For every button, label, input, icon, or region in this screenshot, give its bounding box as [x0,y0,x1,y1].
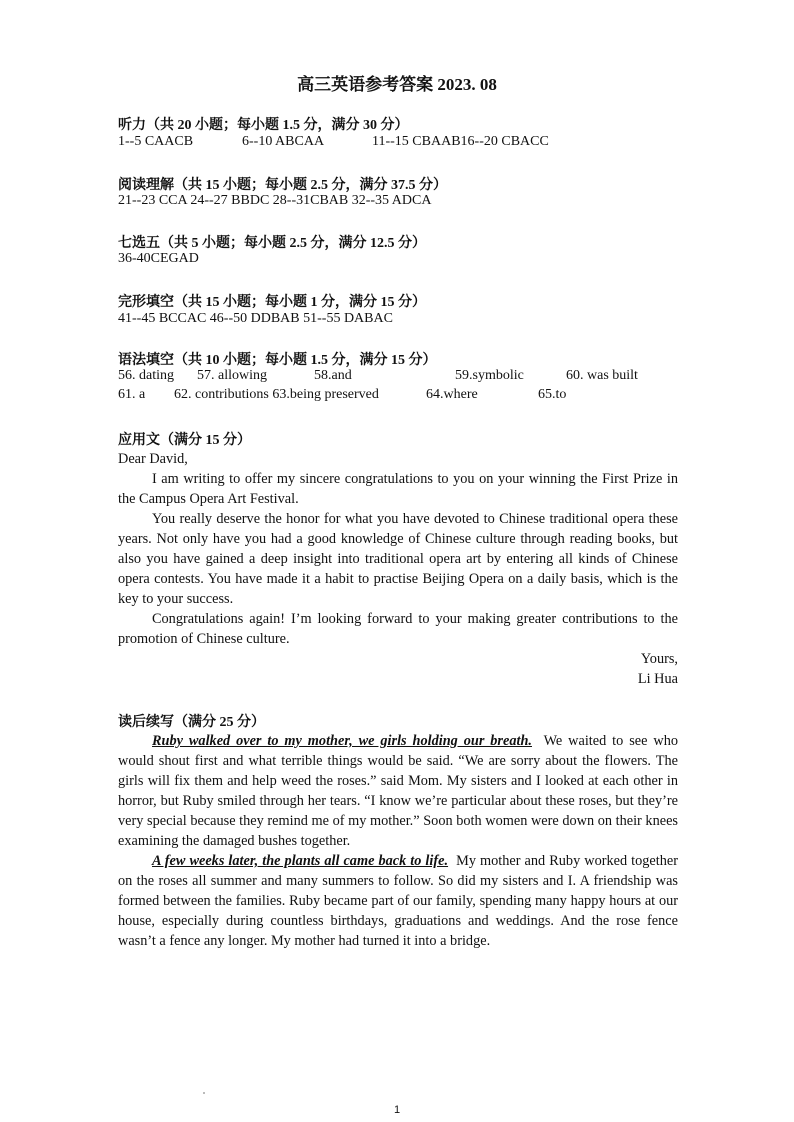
grammar-answer-64: 64.where [426,387,478,402]
grammar-answer-61: 61. a [118,387,146,402]
listening-answers-2: 6--10 ABCAA [242,134,325,149]
letter-paragraph: You really deserve the honor for what you have devoted to Chinese traditional opera these years. Not only have you had a good knowledge of Chinese culture through reading books, but also you have gained a deep insight into traditional opera art by entering all kinds of Chinese opera contests. You have made it a habit to practise Beijing Opera on a daily basis, which is the key to your success. [118,511,678,607]
grammar-heading: 语法填空（共 10 小题；每小题 1.5 分，满分 15 分） [118,353,437,368]
seven-choose-five-answers: 36-40CEGAD [118,251,199,266]
letter-signature: Li Hua [637,671,678,687]
letter-salutation: Dear David, [118,451,188,467]
continuation-essay [118,731,678,951]
grammar-answer-58: 58.and [314,368,352,383]
page-number: 1 [393,1104,401,1116]
reading-heading: 阅读理解（共 15 小题；每小题 2.5 分，满分 37.5 分） [118,178,447,193]
continuation-heading: 读后续写（满分 25 分） [118,715,265,730]
essay-paragraph-2-lead: A few weeks later, the plants all came back to life. [152,853,449,869]
seven-choose-five-heading: 七选五（共 5 小题；每小题 2.5 分，满分 12.5 分） [118,236,426,251]
listening-answers-1: 1--5 CAACB [118,134,194,149]
grammar-answer-57: 57. allowing [197,368,267,383]
practical-writing-letter [118,449,678,689]
grammar-answer-56: 56. dating [118,368,174,383]
listening-answers-3: 11--15 CBAAB16--20 CBACC [372,134,549,149]
grammar-answer-62-63: 62. contributions 63.being preserved [174,387,379,402]
reading-answers: 21--23 CCA 24--27 BBDC 28--31CBAB 32--35 ADCA [118,193,432,208]
listening-heading: 听力（共 20 小题；每小题 1.5 分，满分 30 分） [118,118,409,133]
essay-paragraph-1-body: We waited to see who would shout first and what terrible things would be said. “We are sorry about the flowers. The girls will fix them and help weed the roses.” said Mom. My sisters and I looked at each other in horror, but Ruby smiled through her tears. “I know we’re particular about these roses, but they’re very special because they remind me of my mother.” Soon both women were down on their knees examining the damaged bushes together. [118,733,678,849]
grammar-answer-59: 59.symbolic [455,368,524,383]
grammar-answer-65: 65.to [538,387,567,402]
essay-paragraph-2-body: My mother and Ruby worked together on the roses all summer and many summers to follow. So did my sisters and I. A friendship was formed between the families. Ruby became part of our family, spending many happy hours at our house, especially during countless birthdays, graduations and weddings. And the rose fence wasn’t a fence any longer. My mother had turned it into a bridge. [118,853,678,949]
letter-paragraph: I am writing to offer my sincere congratulations to you on your winning the First Prize in the Campus Opera Art Festival. [118,471,678,507]
scan-speck [203,1092,205,1094]
page-title: 高三英语参考答案 2023. 08 [297,75,497,94]
essay-paragraph-2 [118,851,678,951]
grammar-answer-60: 60. was built [566,368,638,383]
practical-writing-heading: 应用文（满分 15 分） [118,433,251,448]
letter-closing: Yours, [640,651,678,667]
essay-paragraph-1 [118,731,678,851]
essay-paragraph-1-lead: Ruby walked over to my mother, we girls holding our breath. [152,733,532,749]
letter-paragraph: Congratulations again! I’m looking forward to your making greater contributions to the promotion of Chinese culture. [118,611,678,647]
cloze-heading: 完形填空（共 15 小题；每小题 1 分，满分 15 分） [118,295,426,310]
cloze-answers: 41--45 BCCAC 46--50 DDBAB 51--55 DABAC [118,311,393,326]
